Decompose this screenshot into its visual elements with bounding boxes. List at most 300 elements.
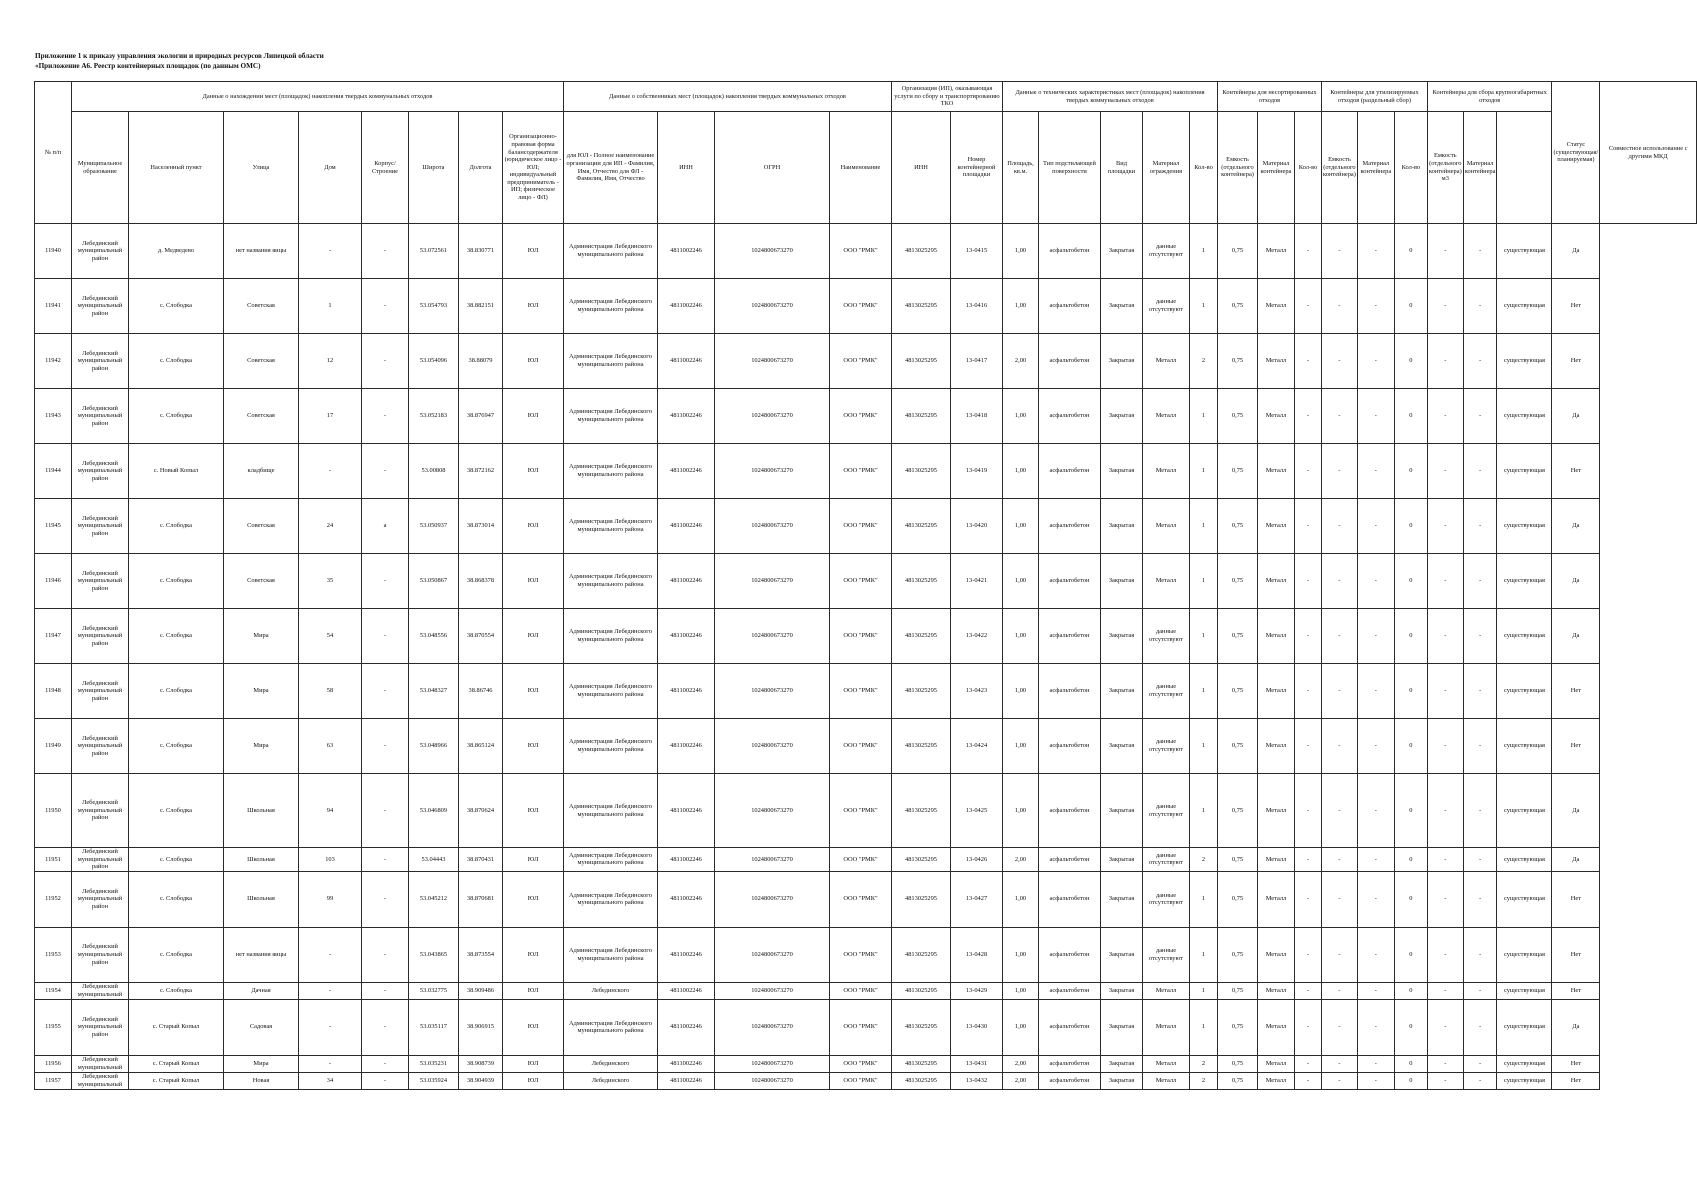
cell-joint-use: Да — [1552, 389, 1600, 444]
cell-korpus: - — [362, 1055, 409, 1072]
cell-joint-use: Нет — [1552, 871, 1600, 927]
cell-ogrn: 1024800673270 — [715, 279, 830, 334]
cell-owner-name: Администрация Лебединского муниципального района — [564, 774, 658, 848]
cell-material-3: - — [1463, 927, 1497, 982]
cell-street: Садовая — [224, 999, 299, 1055]
cell-qty-3: 0 — [1394, 999, 1427, 1055]
cell-material-1: Металл — [1258, 224, 1295, 279]
cell-municipality: Лебединский муниципальный район — [72, 927, 129, 982]
cell-longitude: 38.870431 — [459, 848, 503, 872]
cell-capacity-3: - — [1427, 664, 1463, 719]
cell-site-kind: Закрытая — [1101, 871, 1143, 927]
cell-capacity-2: - — [1322, 982, 1358, 999]
cell-capacity-3: - — [1427, 389, 1463, 444]
cell-qty-3: 0 — [1394, 279, 1427, 334]
cell-operator-inn: 4813025295 — [892, 848, 951, 872]
cell-capacity-1: 0,75 — [1218, 999, 1258, 1055]
header-house: Дом — [299, 112, 362, 224]
cell-material-3: - — [1463, 719, 1497, 774]
cell-operator-inn: 4813025295 — [892, 982, 951, 999]
header-material-3: Материал контейнера — [1463, 112, 1497, 224]
cell-fence: Металл — [1143, 389, 1190, 444]
cell-qty-2: - — [1295, 664, 1322, 719]
cell-korpus: - — [362, 999, 409, 1055]
group-bulky: Контейнеры для сбора крупногабаритных отходов — [1427, 82, 1552, 112]
cell-latitude: 53.043865 — [409, 927, 459, 982]
cell-area: 1,00 — [1003, 774, 1039, 848]
cell-legal-form: ЮЛ — [503, 1072, 564, 1089]
cell-site-number: 13-0430 — [951, 999, 1003, 1055]
cell-num: 11950 — [35, 774, 72, 848]
cell-street: Мира — [224, 664, 299, 719]
cell-qty-3: 0 — [1394, 499, 1427, 554]
cell-legal-form: ЮЛ — [503, 1055, 564, 1072]
cell-operator-inn: 4813025295 — [892, 774, 951, 848]
cell-municipality: Лебединский муниципальный район — [72, 848, 129, 872]
cell-operator: ООО "РМК" — [830, 774, 892, 848]
cell-qty-1: 1 — [1190, 664, 1218, 719]
cell-settlement: с. Слободка — [129, 499, 224, 554]
cell-capacity-2: - — [1322, 499, 1358, 554]
cell-area: 2,00 — [1003, 1055, 1039, 1072]
cell-capacity-3: - — [1427, 982, 1463, 999]
cell-settlement: с. Слободка — [129, 609, 224, 664]
cell-inn: 4811002246 — [658, 389, 715, 444]
cell-qty-2: - — [1295, 224, 1322, 279]
cell-longitude: 38.906915 — [459, 999, 503, 1055]
cell-korpus: - — [362, 1072, 409, 1089]
cell-qty-1: 1 — [1190, 279, 1218, 334]
cell-joint-use: Нет — [1552, 664, 1600, 719]
cell-ogrn: 1024800673270 — [715, 389, 830, 444]
cell-qty-2: - — [1295, 1055, 1322, 1072]
cell-municipality: Лебединский муниципальный район — [72, 871, 129, 927]
cell-owner-name: Администрация Лебединского муниципального района — [564, 871, 658, 927]
cell-inn: 4811002246 — [658, 664, 715, 719]
cell-material-3: - — [1463, 999, 1497, 1055]
cell-street: нет названия яицы — [224, 927, 299, 982]
group-tech: Данные о технических характеристиках мест (площадок) накопления твердых коммунальных отходов — [1003, 82, 1218, 112]
cell-operator: ООО "РМК" — [830, 224, 892, 279]
cell-street: Советская — [224, 554, 299, 609]
cell-owner-name: Администрация Лебединского муниципального района — [564, 999, 658, 1055]
table-row — [35, 554, 1697, 609]
group-recycle: Контейнеры для утилизируемых отходов (раздельный сбор) — [1322, 82, 1428, 112]
cell-qty-2: - — [1295, 499, 1322, 554]
cell-qty-3: 0 — [1394, 848, 1427, 872]
cell-status: существующая — [1497, 334, 1552, 389]
cell-house: - — [299, 444, 362, 499]
cell-material-1: Металл — [1258, 927, 1295, 982]
cell-operator-inn: 4813025295 — [892, 999, 951, 1055]
cell-legal-form: ЮЛ — [503, 927, 564, 982]
cell-site-kind: Закрытая — [1101, 279, 1143, 334]
cell-inn: 4811002246 — [658, 499, 715, 554]
cell-material-3: - — [1463, 848, 1497, 872]
cell-settlement: с. Слободка — [129, 982, 224, 999]
cell-material-3: - — [1463, 1055, 1497, 1072]
cell-korpus: - — [362, 554, 409, 609]
cell-inn: 4811002246 — [658, 609, 715, 664]
cell-ogrn: 1024800673270 — [715, 554, 830, 609]
cell-settlement: с. Слободка — [129, 279, 224, 334]
document-title — [35, 51, 324, 71]
header-latitude: Широта — [409, 112, 459, 224]
cell-latitude: 53.054793 — [409, 279, 459, 334]
cell-status: существующая — [1497, 389, 1552, 444]
cell-operator-inn: 4813025295 — [892, 1055, 951, 1072]
cell-street: Советская — [224, 389, 299, 444]
cell-area: 1,00 — [1003, 982, 1039, 999]
cell-owner-name: Администрация Лебединского муниципального района — [564, 927, 658, 982]
cell-settlement: с. Слободка — [129, 554, 224, 609]
cell-fence: данные отсутствуют — [1143, 719, 1190, 774]
cell-surface: асфальтобетон — [1039, 999, 1101, 1055]
cell-operator: ООО "РМК" — [830, 389, 892, 444]
cell-num: 11956 — [35, 1055, 72, 1072]
cell-qty-1: 1 — [1190, 224, 1218, 279]
cell-qty-3: 0 — [1394, 774, 1427, 848]
cell-status: существующая — [1497, 554, 1552, 609]
cell-latitude: 53.032775 — [409, 982, 459, 999]
cell-settlement: д. Медведево — [129, 224, 224, 279]
cell-material-2: - — [1357, 334, 1394, 389]
cell-material-2: - — [1357, 999, 1394, 1055]
header-num: № п/п — [35, 82, 72, 224]
cell-longitude: 38.865124 — [459, 719, 503, 774]
cell-capacity-3: - — [1427, 1055, 1463, 1072]
cell-owner-name: Администрация Лебединского муниципального района — [564, 499, 658, 554]
header-material-2: Материал контейнера — [1357, 112, 1394, 224]
cell-operator: ООО "РМК" — [830, 982, 892, 999]
cell-qty-1: 1 — [1190, 609, 1218, 664]
cell-settlement: с. Новый Копыл — [129, 444, 224, 499]
cell-surface: асфальтобетон — [1039, 774, 1101, 848]
cell-material-3: - — [1463, 664, 1497, 719]
cell-ogrn: 1024800673270 — [715, 224, 830, 279]
cell-num: 11943 — [35, 389, 72, 444]
table-row — [35, 774, 1697, 848]
cell-surface: асфальтобетон — [1039, 334, 1101, 389]
cell-ogrn: 1024800673270 — [715, 664, 830, 719]
cell-ogrn: 1024800673270 — [715, 848, 830, 872]
cell-qty-3: 0 — [1394, 927, 1427, 982]
cell-num: 11951 — [35, 848, 72, 872]
table-body — [35, 224, 1697, 1090]
cell-operator-inn: 4813025295 — [892, 719, 951, 774]
cell-material-2: - — [1357, 554, 1394, 609]
header-surface: Тип подстилающей поверхности — [1039, 112, 1101, 224]
cell-operator: ООО "РМК" — [830, 664, 892, 719]
cell-material-3: - — [1463, 609, 1497, 664]
cell-house: 94 — [299, 774, 362, 848]
cell-material-1: Металл — [1258, 1072, 1295, 1089]
cell-ogrn: 1024800673270 — [715, 334, 830, 389]
cell-status: существующая — [1497, 774, 1552, 848]
cell-joint-use: Нет — [1552, 982, 1600, 999]
cell-ogrn: 1024800673270 — [715, 609, 830, 664]
cell-joint-use: Да — [1552, 609, 1600, 664]
title-line-2: «Приложение А6. Реестр контейнерных площадок (по данным ОМС) — [35, 62, 261, 70]
cell-surface: асфальтобетон — [1039, 224, 1101, 279]
cell-korpus: - — [362, 664, 409, 719]
cell-fence: данные отсутствуют — [1143, 664, 1190, 719]
cell-qty-1: 2 — [1190, 1072, 1218, 1089]
header-capacity-2: Емкость (отдельного контейнера) — [1322, 112, 1358, 224]
cell-longitude: 38.88079 — [459, 334, 503, 389]
cell-korpus: - — [362, 871, 409, 927]
group-owner: Данные о собственниках мест (площадок) накопления твердых коммунальных отходов — [564, 82, 892, 112]
cell-longitude: 38.882151 — [459, 279, 503, 334]
cell-operator-inn: 4813025295 — [892, 664, 951, 719]
cell-operator-inn: 4813025295 — [892, 1072, 951, 1089]
table-row — [35, 999, 1697, 1055]
cell-surface: асфальтобетон — [1039, 719, 1101, 774]
cell-fence: Металл — [1143, 444, 1190, 499]
cell-qty-3: 0 — [1394, 224, 1427, 279]
cell-qty-3: 0 — [1394, 982, 1427, 999]
cell-joint-use: Да — [1552, 554, 1600, 609]
cell-settlement: с. Слободка — [129, 774, 224, 848]
cell-site-number: 13-0429 — [951, 982, 1003, 999]
cell-qty-1: 1 — [1190, 982, 1218, 999]
table-row — [35, 664, 1697, 719]
cell-site-number: 13-0418 — [951, 389, 1003, 444]
cell-area: 1,00 — [1003, 554, 1039, 609]
cell-num: 11953 — [35, 927, 72, 982]
cell-capacity-3: - — [1427, 499, 1463, 554]
cell-material-2: - — [1357, 664, 1394, 719]
cell-joint-use: Нет — [1552, 1072, 1600, 1089]
cell-qty-2: - — [1295, 848, 1322, 872]
header-capacity-3: Емкость (отдельного контейнера) м3 — [1427, 112, 1463, 224]
cell-material-3: - — [1463, 389, 1497, 444]
cell-korpus: - — [362, 848, 409, 872]
table-row — [35, 871, 1697, 927]
header-site-number: Номер контейнерной площадки — [951, 112, 1003, 224]
cell-site-kind: Закрытая — [1101, 554, 1143, 609]
cell-site-number: 13-0419 — [951, 444, 1003, 499]
table-row — [35, 389, 1697, 444]
cell-capacity-1: 0,75 — [1218, 444, 1258, 499]
cell-material-2: - — [1357, 927, 1394, 982]
cell-qty-1: 1 — [1190, 554, 1218, 609]
cell-street: Школьная — [224, 871, 299, 927]
cell-site-kind: Закрытая — [1101, 444, 1143, 499]
cell-material-1: Металл — [1258, 554, 1295, 609]
cell-operator-inn: 4813025295 — [892, 927, 951, 982]
cell-capacity-2: - — [1322, 871, 1358, 927]
cell-material-1: Металл — [1258, 609, 1295, 664]
cell-korpus: - — [362, 444, 409, 499]
cell-surface: асфальтобетон — [1039, 444, 1101, 499]
cell-longitude: 38.873554 — [459, 927, 503, 982]
cell-area: 1,00 — [1003, 999, 1039, 1055]
cell-latitude: 53.054096 — [409, 334, 459, 389]
cell-surface: асфальтобетон — [1039, 664, 1101, 719]
cell-capacity-2: - — [1322, 664, 1358, 719]
cell-num: 11945 — [35, 499, 72, 554]
cell-area: 1,00 — [1003, 224, 1039, 279]
cell-house: 103 — [299, 848, 362, 872]
cell-capacity-3: - — [1427, 871, 1463, 927]
header-street: Улица — [224, 112, 299, 224]
cell-operator-inn: 4813025295 — [892, 609, 951, 664]
cell-joint-use: Нет — [1552, 279, 1600, 334]
cell-capacity-2: - — [1322, 224, 1358, 279]
cell-latitude: 53.052183 — [409, 389, 459, 444]
cell-owner-name: Администрация Лебединского муниципального района — [564, 389, 658, 444]
cell-qty-1: 1 — [1190, 927, 1218, 982]
cell-qty-1: 1 — [1190, 774, 1218, 848]
cell-street: нет названия яицы — [224, 224, 299, 279]
cell-operator: ООО "РМК" — [830, 444, 892, 499]
cell-capacity-2: - — [1322, 444, 1358, 499]
cell-fence: Металл — [1143, 499, 1190, 554]
cell-site-kind: Закрытая — [1101, 609, 1143, 664]
header-longitude: Долгота — [459, 112, 503, 224]
cell-material-2: - — [1357, 389, 1394, 444]
cell-qty-1: 1 — [1190, 871, 1218, 927]
cell-legal-form: ЮЛ — [503, 848, 564, 872]
cell-capacity-3: - — [1427, 774, 1463, 848]
cell-house: - — [299, 224, 362, 279]
cell-material-3: - — [1463, 224, 1497, 279]
cell-inn: 4811002246 — [658, 999, 715, 1055]
cell-site-kind: Закрытая — [1101, 719, 1143, 774]
cell-qty-2: - — [1295, 927, 1322, 982]
cell-legal-form: ЮЛ — [503, 774, 564, 848]
cell-material-1: Металл — [1258, 982, 1295, 999]
cell-operator-inn: 4813025295 — [892, 279, 951, 334]
header-qty-3: Кол-во — [1394, 112, 1427, 224]
cell-area: 1,00 — [1003, 871, 1039, 927]
cell-site-number: 13-0421 — [951, 554, 1003, 609]
cell-capacity-3: - — [1427, 224, 1463, 279]
cell-operator: ООО "РМК" — [830, 719, 892, 774]
cell-inn: 4811002246 — [658, 848, 715, 872]
cell-longitude: 38.909486 — [459, 982, 503, 999]
cell-material-3: - — [1463, 499, 1497, 554]
cell-inn: 4811002246 — [658, 1072, 715, 1089]
cell-qty-3: 0 — [1394, 871, 1427, 927]
table-row — [35, 334, 1697, 389]
cell-latitude: 53.035231 — [409, 1055, 459, 1072]
cell-num: 11954 — [35, 982, 72, 999]
cell-longitude: 38.870681 — [459, 871, 503, 927]
table-row — [35, 848, 1697, 872]
cell-municipality: Лебединский муниципальный район — [72, 609, 129, 664]
cell-qty-1: 1 — [1190, 719, 1218, 774]
table-row — [35, 279, 1697, 334]
cell-municipality: Лебединский муниципальный район — [72, 389, 129, 444]
cell-area: 2,00 — [1003, 1072, 1039, 1089]
cell-latitude: 53.046809 — [409, 774, 459, 848]
cell-qty-3: 0 — [1394, 444, 1427, 499]
cell-korpus: - — [362, 982, 409, 999]
cell-legal-form: ЮЛ — [503, 554, 564, 609]
cell-qty-3: 0 — [1394, 719, 1427, 774]
cell-street: Советская — [224, 499, 299, 554]
header-fence: Материал ограждения — [1143, 112, 1190, 224]
header-inn: ИНН — [658, 112, 715, 224]
cell-status: существующая — [1497, 999, 1552, 1055]
cell-latitude: 53.035924 — [409, 1072, 459, 1089]
cell-material-1: Металл — [1258, 719, 1295, 774]
header-legal-form: Организационно-правовая форма балансодержателя (юридическое лицо - ЮЛ; индивидуальный предприниматель - ИП; физическое лицо - ФЛ) — [503, 112, 564, 224]
cell-area: 1,00 — [1003, 279, 1039, 334]
cell-inn: 4811002246 — [658, 982, 715, 999]
container-sites-registry-table — [34, 81, 1697, 1090]
cell-ogrn: 1024800673270 — [715, 1055, 830, 1072]
cell-surface: асфальтобетон — [1039, 499, 1101, 554]
cell-operator-inn: 4813025295 — [892, 444, 951, 499]
cell-house: 99 — [299, 871, 362, 927]
cell-inn: 4811002246 — [658, 719, 715, 774]
cell-capacity-3: - — [1427, 334, 1463, 389]
cell-material-2: - — [1357, 774, 1394, 848]
cell-capacity-1: 0,75 — [1218, 499, 1258, 554]
cell-operator-inn: 4813025295 — [892, 389, 951, 444]
cell-longitude: 38.870554 — [459, 609, 503, 664]
cell-qty-3: 0 — [1394, 1055, 1427, 1072]
cell-capacity-2: - — [1322, 1072, 1358, 1089]
cell-street: Дачная — [224, 982, 299, 999]
cell-capacity-2: - — [1322, 719, 1358, 774]
cell-capacity-1: 0,75 — [1218, 982, 1258, 999]
cell-num: 11940 — [35, 224, 72, 279]
cell-legal-form: ЮЛ — [503, 389, 564, 444]
cell-fence: данные отсутствуют — [1143, 871, 1190, 927]
cell-municipality: Лебединский муниципальный район — [72, 774, 129, 848]
cell-area: 2,00 — [1003, 334, 1039, 389]
header-operator-inn: ИНН — [892, 112, 951, 224]
cell-capacity-1: 0,75 — [1218, 664, 1258, 719]
cell-inn: 4811002246 — [658, 774, 715, 848]
cell-operator: ООО "РМК" — [830, 999, 892, 1055]
cell-site-number: 13-0424 — [951, 719, 1003, 774]
cell-status: существующая — [1497, 871, 1552, 927]
cell-municipality: Лебединский муниципальный район — [72, 279, 129, 334]
cell-joint-use: Да — [1552, 774, 1600, 848]
cell-settlement: с. Старый Копыл — [129, 1072, 224, 1089]
header-material-1: Материал контейнера — [1258, 112, 1295, 224]
cell-owner-name: Администрация Лебединского муниципального района — [564, 334, 658, 389]
cell-legal-form: ЮЛ — [503, 279, 564, 334]
cell-settlement: с. Старый Копыл — [129, 999, 224, 1055]
cell-operator: ООО "РМК" — [830, 334, 892, 389]
cell-latitude: 53.048327 — [409, 664, 459, 719]
cell-site-number: 13-0416 — [951, 279, 1003, 334]
cell-street: Мира — [224, 1055, 299, 1072]
cell-material-3: - — [1463, 279, 1497, 334]
cell-status: существующая — [1497, 719, 1552, 774]
cell-material-2: - — [1357, 609, 1394, 664]
cell-settlement: с. Слободка — [129, 334, 224, 389]
cell-site-kind: Закрытая — [1101, 389, 1143, 444]
cell-inn: 4811002246 — [658, 334, 715, 389]
cell-capacity-2: - — [1322, 1055, 1358, 1072]
cell-operator: ООО "РМК" — [830, 871, 892, 927]
cell-street: Советская — [224, 279, 299, 334]
cell-qty-1: 1 — [1190, 999, 1218, 1055]
cell-material-3: - — [1463, 554, 1497, 609]
cell-area: 1,00 — [1003, 444, 1039, 499]
cell-fence: данные отсутствуют — [1143, 224, 1190, 279]
cell-area: 1,00 — [1003, 719, 1039, 774]
cell-municipality: Лебединский муниципальный район — [72, 664, 129, 719]
cell-capacity-2: - — [1322, 334, 1358, 389]
